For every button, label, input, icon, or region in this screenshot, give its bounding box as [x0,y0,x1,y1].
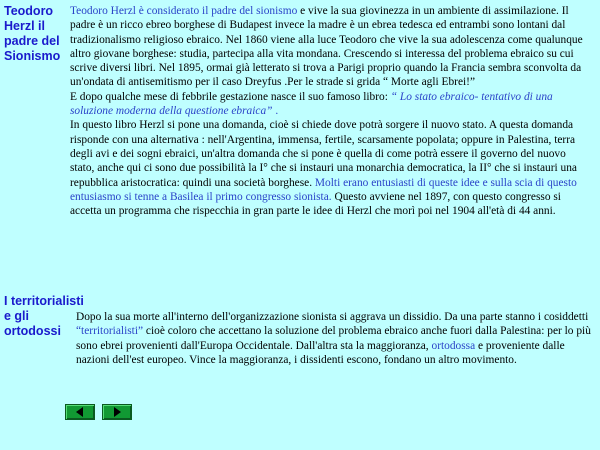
next-page-button[interactable] [102,404,132,420]
intro-highlight: Teodoro Herzl è considerato il padre del sionismo [70,5,298,17]
paragraph-text: In questo libro Herzl si pone una domanda, cioè si chiede dove potrà sorgere il nuovo stato. A questa domanda risponde con una alternativa : nell'Argentina, immensa, fertile, scarsamente popolata; oppure in Palestina, terra degli avi e dei sogni ebraici, un'altra domanda che si pone è quella di come potrà essere il governo del nuovo stato, anche qui ci sono due possibilità la I° che si instauri una monarchia democratica, la II° che si instauri una repubblica aristocratica: quindi una società borghese. [70,119,577,189]
paragraph-text: e proveniente dalle nazioni dell'est europeo. Vince la maggioranza, i dissidenti escono, fondano un altro movimento. [76,339,565,366]
section-body-territorialisti [76,310,592,367]
paragraph-text: Dopo la sua morte all'interno dell'organizzazione sionista si aggrava un dissidio. Da una parte stanno i cosiddetti [76,311,589,323]
congress-highlight: Molti erano entusiasti di queste idee e sulla scia di questo entusiasmo si tenne a Basilea il primo congresso sionista. [70,176,577,203]
prev-page-button[interactable] [65,404,95,420]
paragraph-text: Questo avviene nel 1897, con questo congresso si accetta un programma che rispecchia in gran parte le idee di Herzl che morì poi nel 1904 all'età di 44 anni. [70,190,561,218]
term-territorialisti-text: “territorialisti” [76,325,144,338]
term-ortodossa: ortodossa [431,339,476,352]
section-heading-herzl: Teodoro Herzl il padre del Sionismo [4,4,61,63]
section-heading-territorialisti: I territorialisti e gli ortodossi [4,294,84,338]
paragraph-text: . [272,105,279,118]
paragraph-text: cioè coloro che accettano la soluzione del problema ebraico anche fuori dalla Palestina: per lo più sono ebrei provenienti dall'Europa Occidentale. Dall'altra sta la maggioranza, [76,325,591,352]
arrow-left-icon [66,405,94,419]
book-title: “ Lo stato ebraico- tentativo di una soluzione moderna della questione ebraica” [70,90,553,118]
arrow-right-icon [103,405,131,419]
section-body-herzl [70,4,592,218]
paragraph-text: e vive la sua giovinezza in un ambiente di assimilazione. Il padre è un ricco ebreo borghese di Budapest invece la madre è un ebrea tedesca ed entrambi sono lontani dal tradizionalismo religioso ebraico. Nel 1860 viene alla luce Teodoro che vive la sua adolescenza come qualunque altro giovane borghese: studia, partecipa alla vita mondana. Crescendo si interessa del problema ebraico su cui scrive diversi libri. Nel 1895, ormai già letterato si trova a Parigi proprio quando la Francia sembra sconvolta da un'ondata di antisemitismo per il caso Dreyfus .Per le strade si grida “ Morte agli Ebrei!” [70,5,583,89]
paragraph-text: E dopo qualche mese di febbrile gestazione nasce il suo famoso libro: [70,90,391,103]
